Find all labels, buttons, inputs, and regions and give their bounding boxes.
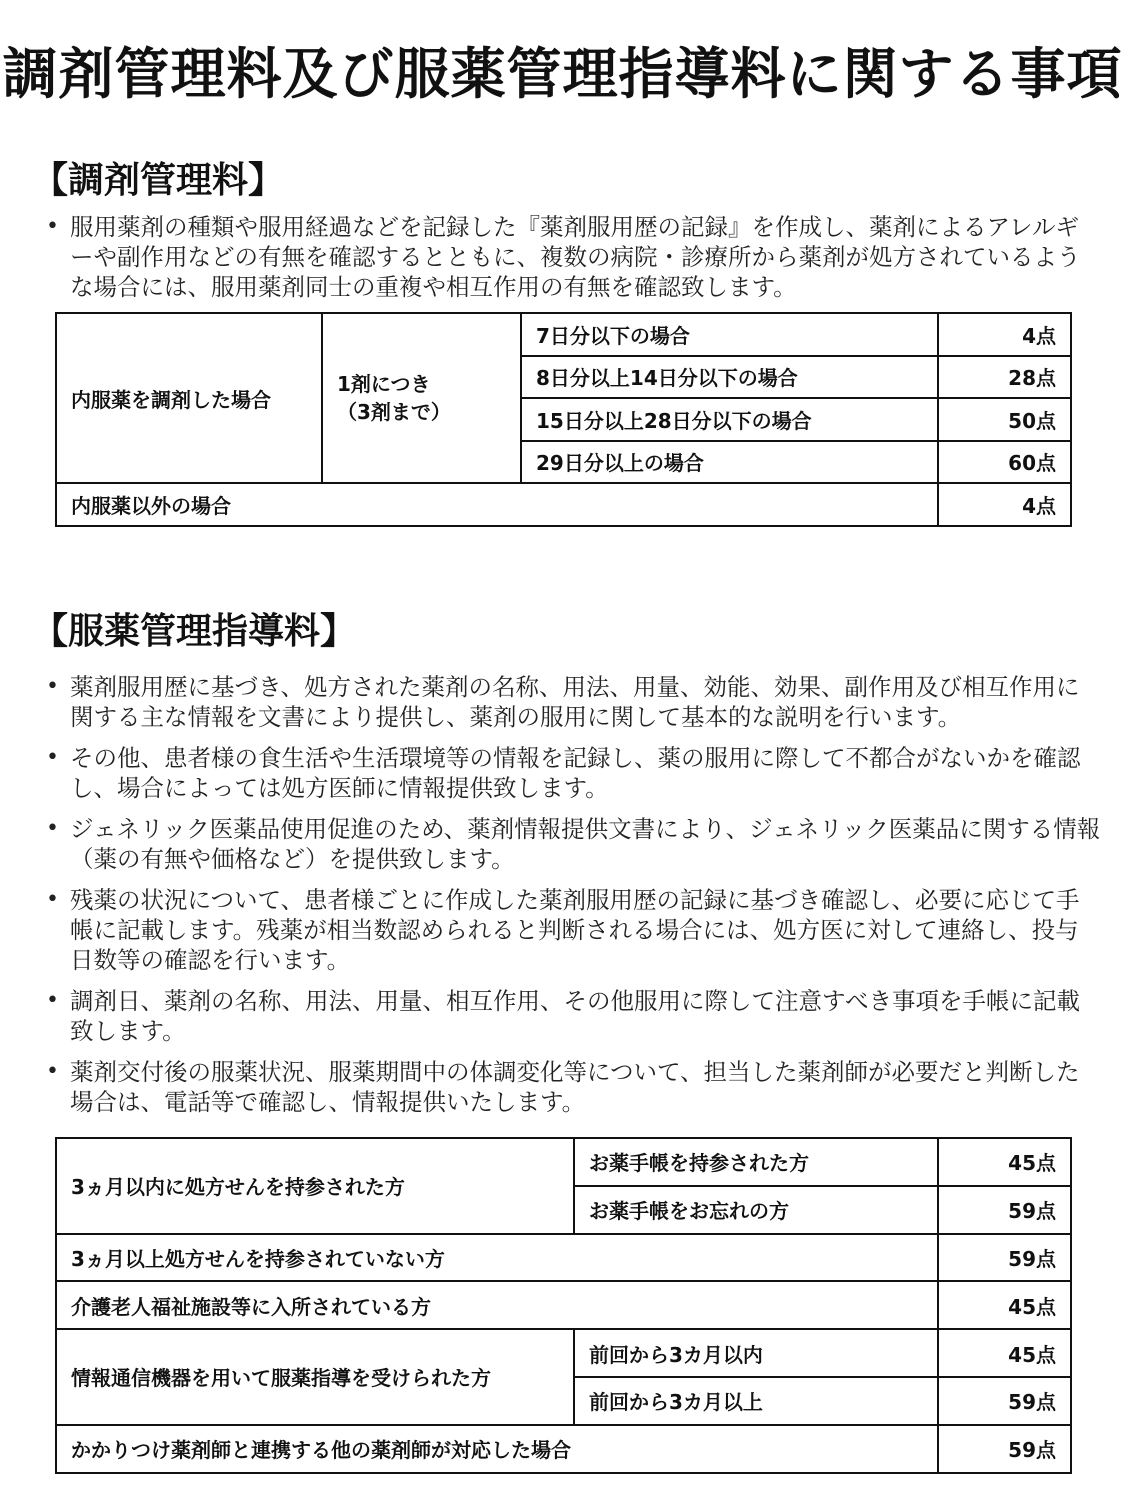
table-cell: 3ヵ月以上処方せんを持参されていない方 [56,1234,938,1282]
list-item: • ジェネリック医薬品使用促進のため、薬剤情報提供文書により、ジェネリック医薬品に関する情報（薬の有無や価格など）を提供致します。 [42,814,1102,874]
chozai-fee-table [55,312,1072,527]
table-row [56,1138,1071,1186]
list-item: • 調剤日、薬剤の名称、用法、用量、相互作用、その他服用に際して注意すべき事項を手帳に記載致します。 [42,986,1102,1046]
points-cell: 45点 [938,1329,1071,1377]
table-cell: 前回から3カ月以上 [574,1377,938,1425]
table-cell: 介護老人福祉施設等に入所されている方 [56,1281,938,1329]
points-cell: 28点 [938,356,1071,399]
table-cell: お薬手帳をお忘れの方 [574,1186,938,1234]
fukuyaku-fee-table [55,1137,1072,1474]
table-cell: お薬手帳を持参された方 [574,1138,938,1186]
list-item: • 服用薬剤の種類や服用経過などを記録した『薬剤服用歴の記録』を作成し、薬剤によるアレルギーや副作用などの有無を確認するとともに、複数の病院・診療所から薬剤が処方されているような場合には、服用薬剤同士の重複や相互作用の有無を確認致します。 [42,212,1102,302]
table-cell: 29日分以上の場合 [521,441,938,484]
chozai-description-list [42,212,1102,313]
list-item: • 残薬の状況について、患者様ごとに作成した薬剤服用歴の記録に基づき確認し、必要に応じて手帳に記載します。残薬が相当数認められると判断される場合には、処方医に対して連絡し、投与日数等の確認を行います。 [42,885,1102,975]
list-item: • 薬剤交付後の服薬状況、服薬期間中の体調変化等について、担当した薬剤師が必要だと判断した場合は、電話等で確認し、情報提供いたします。 [42,1057,1102,1117]
section-heading-chozai-kanri: 【調剤管理料】 [32,160,285,201]
points-cell: 4点 [938,313,1071,356]
page-title: 調剤管理料及び服薬管理指導料に関する事項 [2,42,1123,106]
points-cell: 59点 [938,1377,1071,1425]
table-row [56,483,1071,526]
table-row [56,1425,1071,1473]
points-cell: 4点 [938,483,1071,526]
table-row [56,313,1071,356]
points-cell: 59点 [938,1234,1071,1282]
row-main-label: 内服薬を調剤した場合 [56,313,322,483]
list-item: • その他、患者様の食生活や生活環境等の情報を記録し、薬の服用に際して不都合がないかを確認し、場合によっては処方医師に情報提供致します。 [42,743,1102,803]
table-cell: 前回から3カ月以内 [574,1329,938,1377]
table-cell: かかりつけ薬剤師と連携する他の薬剤師が対応した場合 [56,1425,938,1473]
per-dose-label: 1剤につき （3剤まで） [322,313,521,483]
section-heading-fukuyaku-kanri: 【服薬管理指導料】 [32,611,357,652]
points-cell: 59点 [938,1186,1071,1234]
points-cell: 45点 [938,1281,1071,1329]
table-cell: 7日分以下の場合 [521,313,938,356]
table-cell: 内服薬以外の場合 [56,483,938,526]
points-cell: 50点 [938,398,1071,441]
points-cell: 60点 [938,441,1071,484]
table-cell: 情報通信機器を用いて服薬指導を受けられた方 [56,1329,574,1425]
fukuyaku-description-list [42,672,1102,1128]
table-cell: 8日分以上14日分以下の場合 [521,356,938,399]
points-cell: 45点 [938,1138,1071,1186]
table-cell: 15日分以上28日分以下の場合 [521,398,938,441]
table-row [56,1329,1071,1377]
table-cell: 3ヵ月以内に処方せんを持参された方 [56,1138,574,1234]
points-cell: 59点 [938,1425,1071,1473]
list-item: • 薬剤服用歴に基づき、処方された薬剤の名称、用法、用量、効能、効果、副作用及び相互作用に関する主な情報を文書により提供し、薬剤の服用に関して基本的な説明を行います。 [42,672,1102,732]
table-row [56,1281,1071,1329]
table-row [56,1234,1071,1282]
